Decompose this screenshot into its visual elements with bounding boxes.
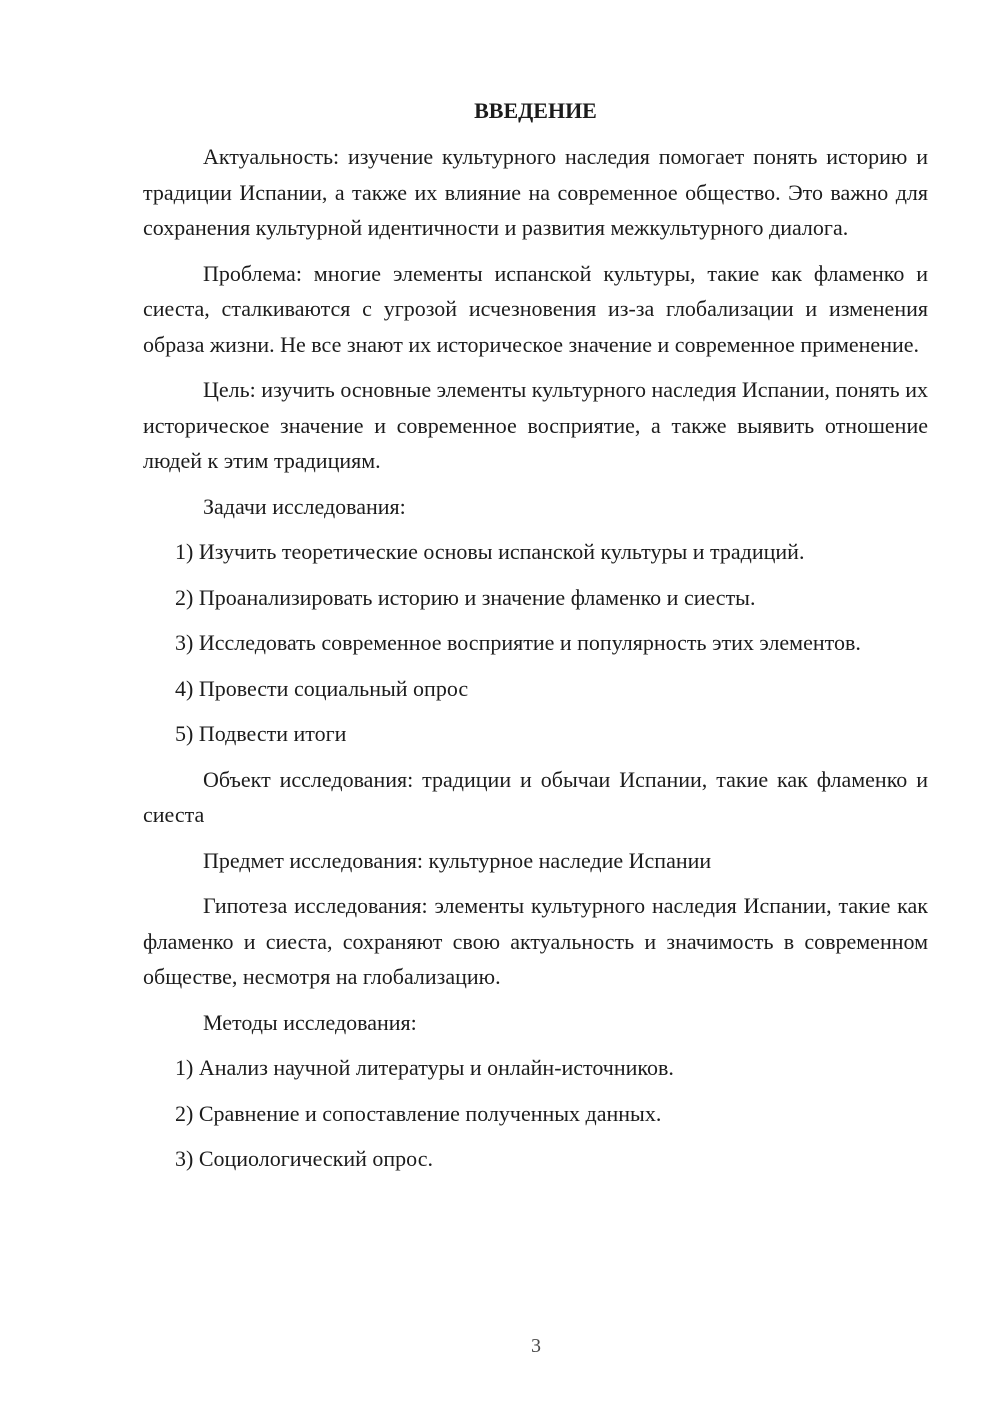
document-page [143, 95, 928, 1187]
section-heading: ВВЕДЕНИЕ [474, 98, 597, 123]
relevance-paragraph: Актуальность: изучение культурного наследия помогает понять историю и традиции Испании, а также их влияние на современное общество. Это важно для сохранения культурной идентичности и развития межкультурного диалога. [143, 144, 928, 240]
task-item-4: 4) Провести социальный опрос [175, 675, 469, 701]
tasks-title: Задачи исследования: [203, 493, 406, 519]
task-item-2: 2) Проанализировать историю и значение фламенко и сиесты. [175, 584, 756, 610]
methods-title: Методы исследования: [203, 1009, 417, 1035]
page-number: 3 [531, 1335, 541, 1357]
task-item-1: 1) Изучить теоретические основы испанской культуры и традиций. [175, 539, 805, 564]
object-paragraph: Объект исследования: традиции и обычаи Испании, такие как фламенко и сиеста [143, 766, 928, 827]
task-item-3: 3) Исследовать современное восприятие и популярность этих элементов. [175, 630, 861, 655]
problem-paragraph: Проблема: многие элементы испанской культуры, такие как фламенко и сиеста, сталкиваются с угрозой исчезновения из-за глобализации и изменения образа жизни. Не все знают их историческое значение и современное применение. [143, 260, 928, 357]
hypothesis-paragraph: Гипотеза исследования: элементы культурного наследия Испании, такие как фламенко и сиеста, сохраняют свою актуальность и значимость в современном обществе, несмотря на глобализацию. [143, 893, 928, 989]
method-item-1: 1) Анализ научной литературы и онлайн-источников. [175, 1055, 674, 1080]
goal-paragraph: Цель: изучить основные элементы культурного наследия Испании, понять их историческое значение и современное восприятие, а также выявить отношение людей к этим традициям. [143, 377, 928, 473]
task-item-5: 5) Подвести итоги [175, 721, 347, 746]
method-item-2: 2) Сравнение и сопоставление полученных данных. [175, 1100, 662, 1126]
subject-paragraph: Предмет исследования: культурное наследие Испании [203, 847, 712, 873]
method-item-3: 3) Социологический опрос. [175, 1146, 433, 1171]
